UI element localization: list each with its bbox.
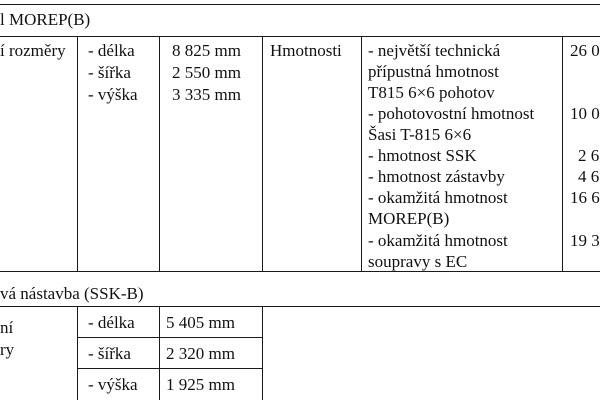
section1-title: l MOREP(B) xyxy=(0,10,91,29)
s2-dim-param-height: - výška xyxy=(88,375,138,394)
weight-item-value: 10 0 xyxy=(570,104,600,123)
weight-item-value: 2 6 xyxy=(578,146,600,165)
rule-col4 xyxy=(361,36,362,271)
rule-col2 xyxy=(159,36,160,271)
rule-col3 xyxy=(262,36,263,271)
weight-item-value: 19 3 xyxy=(570,231,600,250)
s2-dim-value-length: 5 405 mm xyxy=(166,313,235,332)
s2-dim-value-width: 2 320 mm xyxy=(166,344,235,363)
section2-dims-label: ní xyxy=(0,318,14,337)
weight-item-label: soupravy s EC xyxy=(368,252,468,271)
weight-item-value: 26 0 xyxy=(570,41,600,60)
dim-value-height: 3 335 mm xyxy=(172,85,241,104)
weight-item-label: - pohotovostní hmotnost xyxy=(368,104,535,123)
s2-dim-value-height: 1 925 mm xyxy=(166,375,235,394)
weight-item-label: MOREP(B) xyxy=(368,209,450,228)
rule-s2-col3 xyxy=(262,306,263,400)
rule-section1-bottom xyxy=(0,271,600,272)
rule-s2-row1 xyxy=(77,337,263,338)
weight-item-label: Šasi T-815 6×6 xyxy=(368,125,472,144)
section1-dims-label: í rozměry xyxy=(0,41,66,60)
dim-param-length: - délka xyxy=(88,41,135,60)
rule-col1 xyxy=(77,36,78,271)
weights-label: Hmotnosti xyxy=(270,41,342,60)
s2-dim-param-width: - šířka xyxy=(88,344,131,363)
dim-param-height: - výška xyxy=(88,85,138,104)
section2-dims-label: ry xyxy=(0,340,15,359)
weight-item-value: 4 6 xyxy=(578,167,600,186)
rule-top xyxy=(0,4,600,5)
dim-value-length: 8 825 mm xyxy=(172,41,241,60)
rule-s2-row2 xyxy=(77,368,263,369)
weight-item-label: - okamžitá hmotnost xyxy=(368,231,508,250)
weight-item-label: přípustná hmotnost xyxy=(368,62,499,81)
weight-item-label: - okamžitá hmotnost xyxy=(368,188,508,207)
weight-item-label: - hmotnost zástavby xyxy=(368,167,505,186)
rule-s2-col1 xyxy=(77,306,78,400)
weight-item-label: - největší technická xyxy=(368,41,501,60)
weight-item-label: T815 6×6 pohotov xyxy=(368,83,495,102)
weight-item-value: 16 6 xyxy=(570,188,600,207)
dim-param-width: - šířka xyxy=(88,63,131,82)
section2-title: vá nástavba (SSK-B) xyxy=(0,284,144,303)
rule-s2-col2 xyxy=(159,306,160,400)
s2-dim-param-length: - délka xyxy=(88,313,135,332)
rule-col5 xyxy=(562,36,563,271)
rule-title-bottom xyxy=(0,36,600,37)
rule-section2-title-bottom xyxy=(0,306,600,307)
dim-value-width: 2 550 mm xyxy=(172,63,241,82)
weight-item-label: - hmotnost SSK xyxy=(368,146,477,165)
